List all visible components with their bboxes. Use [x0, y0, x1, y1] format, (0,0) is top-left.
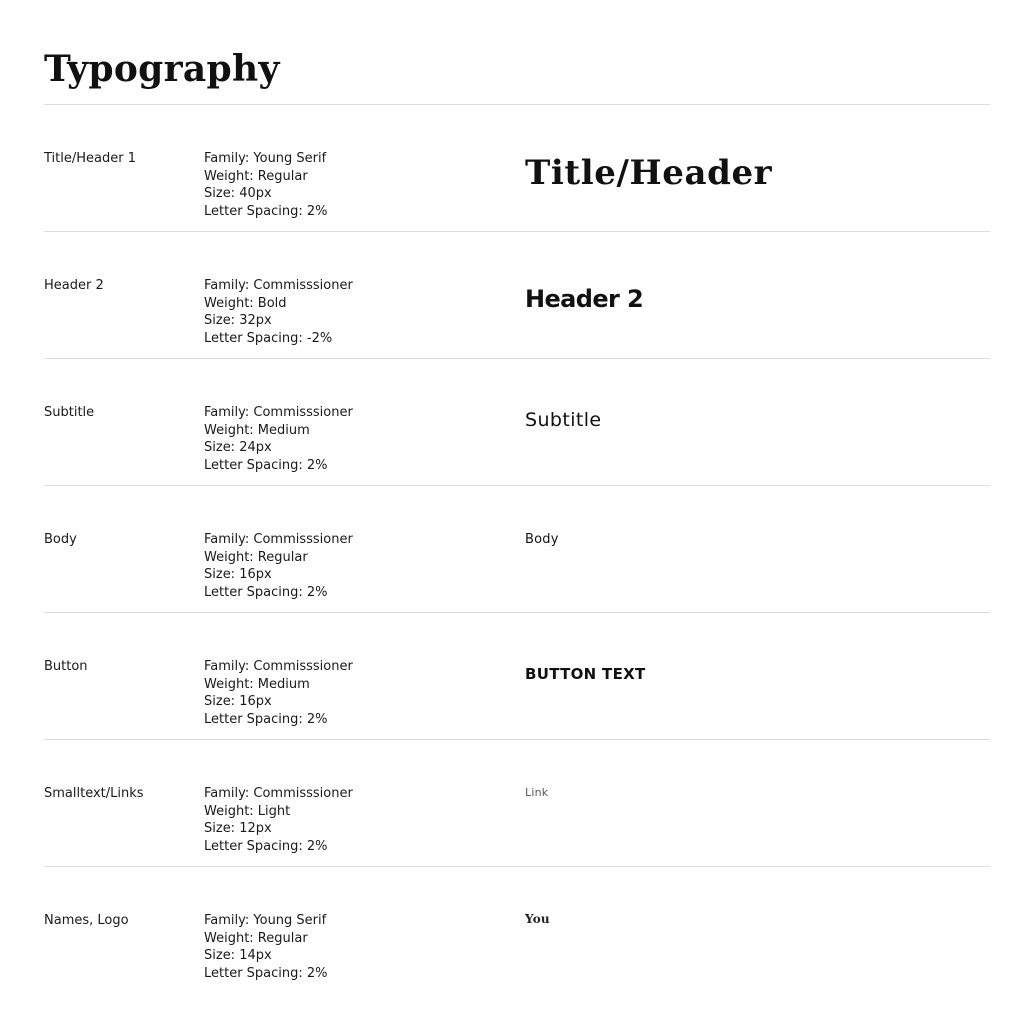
spec-family: Family: Commisssioner [204, 786, 353, 801]
style-specs [204, 912, 504, 982]
spec-weight: Weight: Bold [204, 295, 287, 311]
style-name: Header 2 [44, 278, 104, 293]
sample-title-header: Title/Header [525, 153, 773, 193]
sample-header-2: Header 2 [525, 285, 644, 313]
spec-size: Size: 16px [204, 694, 272, 709]
style-name: Body [44, 532, 77, 547]
spec-letter-spacing: Letter Spacing: 2% [204, 838, 328, 854]
spec-size: Size: 24px [204, 440, 272, 455]
spec-family: Family: Young Serif [204, 151, 327, 166]
spec-size: Size: 40px [204, 186, 272, 201]
spec-weight: Weight: Regular [204, 168, 308, 184]
type-row-subtitle [44, 359, 990, 486]
style-name: Smalltext/Links [44, 786, 144, 801]
typography-table [44, 105, 990, 993]
type-row-smalltext-links [44, 740, 990, 867]
style-specs [204, 150, 504, 220]
spec-weight: Weight: Light [204, 803, 291, 819]
spec-weight: Weight: Regular [204, 549, 308, 565]
spec-letter-spacing: Letter Spacing: 2% [204, 965, 328, 981]
spec-weight: Weight: Medium [204, 676, 310, 692]
sample-body: Body [525, 532, 559, 547]
type-row-title-header-1 [44, 105, 990, 232]
style-specs [204, 531, 504, 601]
sample-subtitle: Subtitle [525, 409, 602, 431]
type-row-body [44, 486, 990, 613]
spec-letter-spacing: Letter Spacing: -2% [204, 330, 333, 346]
style-specs [204, 658, 504, 728]
style-name: Button [44, 659, 88, 674]
style-specs [204, 404, 504, 474]
spec-weight: Weight: Medium [204, 422, 310, 438]
spec-size: Size: 14px [204, 948, 272, 963]
style-name: Subtitle [44, 405, 95, 420]
spec-family: Family: Commisssioner [204, 659, 353, 674]
sample-button-text: BUTTON TEXT [525, 665, 646, 683]
spec-size: Size: 16px [204, 567, 272, 582]
spec-letter-spacing: Letter Spacing: 2% [204, 711, 328, 727]
style-name: Title/Header 1 [44, 151, 136, 166]
spec-size: Size: 32px [204, 313, 272, 328]
type-row-header-2 [44, 232, 990, 359]
spec-letter-spacing: Letter Spacing: 2% [204, 584, 328, 600]
spec-letter-spacing: Letter Spacing: 2% [204, 457, 328, 473]
page-title: Typography [44, 48, 280, 90]
style-name: Names, Logo [44, 913, 129, 928]
spec-family: Family: Young Serif [204, 913, 327, 928]
sample-name-logo: You [525, 912, 550, 926]
spec-weight: Weight: Regular [204, 930, 308, 946]
spec-family: Family: Commisssioner [204, 278, 353, 293]
spec-size: Size: 12px [204, 821, 272, 836]
type-row-button [44, 613, 990, 740]
spec-letter-spacing: Letter Spacing: 2% [204, 203, 328, 219]
type-row-names-logo [44, 867, 990, 993]
spec-family: Family: Commisssioner [204, 405, 353, 420]
spec-family: Family: Commisssioner [204, 532, 353, 547]
style-specs [204, 785, 504, 855]
sample-link: Link [525, 786, 549, 799]
style-specs [204, 277, 504, 347]
